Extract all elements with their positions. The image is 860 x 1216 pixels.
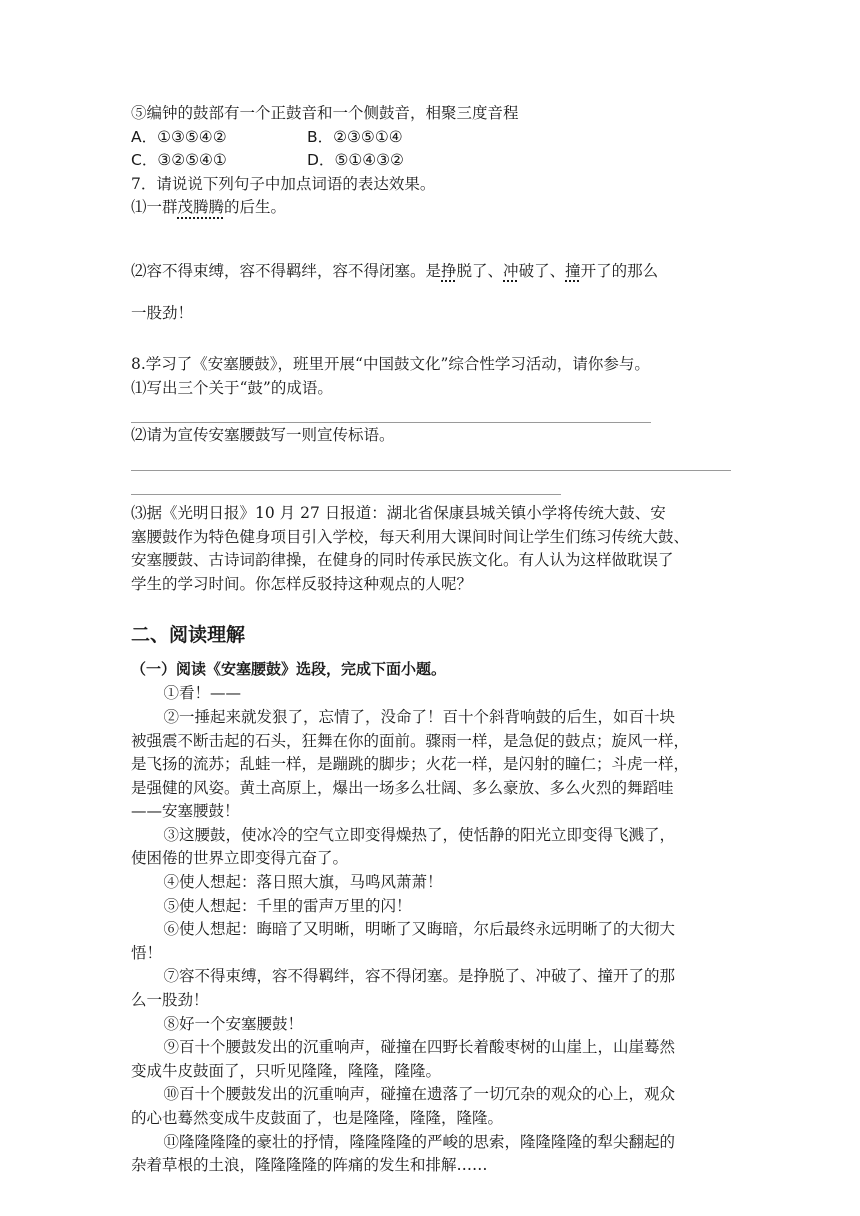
passage-line: 被强震不断击起的石头，狂舞在你的面前。骤雨一样，是急促的鼓点；旋风一样， xyxy=(131,731,690,750)
answer-space[interactable] xyxy=(131,325,731,353)
answer-line[interactable] xyxy=(131,400,651,423)
q7-sentence-1 xyxy=(131,196,731,220)
q8-p3-line: 安塞腰鼓、古诗词韵律操，在健身的同时传承民族文化。有人认为这样做耽误了 xyxy=(131,551,674,570)
q6-option-d[interactable] xyxy=(307,149,483,173)
passage-line: ②一捶起来就发狠了，忘情了，没命了！百十个斜背响鼓的后生，如百十块 xyxy=(163,707,676,726)
passage-line: 悟！ xyxy=(131,943,163,962)
section-heading: 二、阅读理解 xyxy=(131,624,246,647)
passage-line: ⑪隆隆隆隆的豪壮的抒情，隆隆隆隆的严峻的思索，隆隆隆隆的犁尖翻起的 xyxy=(163,1132,676,1151)
q8-part-3 xyxy=(131,502,731,596)
passage-line: ——安塞腰鼓！ xyxy=(131,802,240,821)
q8-p3-line: 学生的学习时间。你怎样反驳持这种观点的人呢？ xyxy=(131,574,473,593)
passage-line: ①看！—— xyxy=(163,684,242,703)
option-text: ②③⑤①④ xyxy=(333,127,403,146)
q7-s2-dot-1: 挣 xyxy=(441,261,457,280)
passage-line: ⑨百十个腰鼓发出的沉重响声，碰撞在四野长着酸枣树的山崖上，山崖蓦然 xyxy=(163,1038,676,1057)
q7-s2-c: 破了、 xyxy=(518,261,566,280)
subsection-heading: （一）阅读《安塞腰鼓》选段，完成下面小题。 xyxy=(131,660,447,679)
passage-line: ⑤使人想起：千里的雷声万里的闪！ xyxy=(163,896,412,915)
q7-s1-dotted-word: 茂腾腾 xyxy=(177,198,225,217)
q7-s1-post: 的后生。 xyxy=(224,198,287,217)
reading-passage xyxy=(131,682,731,1177)
answer-line[interactable] xyxy=(131,448,731,471)
passage-line: 使困倦的世界立即变得亢奋了。 xyxy=(131,849,349,868)
passage-line: ⑦容不得束缚，容不得羁绊，容不得闭塞。是挣脱了、冲破了、撞开了的那 xyxy=(163,967,676,986)
option-text: ①③⑤④② xyxy=(157,127,227,146)
document-page xyxy=(131,102,731,1178)
q7-s2-b: 脱了、 xyxy=(456,261,504,280)
answer-line[interactable] xyxy=(131,472,561,495)
option-label: B． xyxy=(307,127,334,146)
q7-s2-dot-3: 撞 xyxy=(565,261,581,280)
option-label: C． xyxy=(131,151,158,170)
q6-option-b[interactable] xyxy=(307,126,483,150)
passage-line: 是飞扬的流苏；乱蛙一样，是蹦跳的脚步；火花一样，是闪射的瞳仁；斗虎一样， xyxy=(131,755,690,774)
q7-s2-a: ⑵容不得束缚，容不得羁绊，容不得闭塞。是 xyxy=(131,261,442,280)
q6-item-5: ⑤编钟的鼓部有一个正鼓音和一个侧鼓音，相聚三度音程 xyxy=(131,104,519,122)
passage-line: ③这腰鼓，使冰冷的空气立即变得燥热了，使恬静的阳光立即变得飞溅了， xyxy=(163,825,676,844)
q8-p3-line: ⑶据《光明日报》10 月 27 日报道：湖北省保康县城关镇小学将传统大鼓、安 xyxy=(131,503,666,522)
passage-line: 是强健的风姿。黄土高原上，爆出一场多么壮阔、多么豪放、多么火烈的舞蹈哇 xyxy=(131,778,674,797)
passage-line: ⑩百十个腰鼓发出的沉重响声，碰撞在遗落了一切冗杂的观众的心上，观众 xyxy=(163,1085,676,1104)
q6-options-row-2 xyxy=(131,149,731,173)
q7-sentence-2 xyxy=(131,260,731,284)
q8-stem: 8.学习了《安塞腰鼓》，班里开展“中国鼓文化”综合性学习活动，请你参与。 xyxy=(131,355,650,374)
q8-part-2: ⑵请为宣传安塞腰鼓写一则宣传标语。 xyxy=(131,426,395,445)
passage-line: ⑧好一个安塞腰鼓！ xyxy=(163,1014,304,1033)
option-text: ③②⑤④① xyxy=(157,151,227,170)
q6-option-a[interactable] xyxy=(131,126,307,150)
option-label: D． xyxy=(307,151,335,170)
passage-line: 变成牛皮鼓面了，只听见隆隆，隆隆，隆隆。 xyxy=(131,1061,442,1080)
option-label: A． xyxy=(131,127,158,146)
q8-part-1: ⑴写出三个关于“鼓”的成语。 xyxy=(131,378,333,397)
q8-p3-line: 塞腰鼓作为特色健身项目引入学校，每天利用大课间时间让学生们练习传统大鼓、 xyxy=(131,527,690,546)
q7-s1-pre: ⑴一群 xyxy=(131,198,178,217)
q7-sentence-2-line-2: 一股劲！ xyxy=(131,303,194,322)
q7-s2-d: 开了的那么 xyxy=(580,261,659,280)
option-text: ⑤①④③② xyxy=(334,151,404,170)
q7-s2-dot-2: 冲 xyxy=(503,261,519,280)
answer-space[interactable] xyxy=(131,220,731,260)
passage-line: 么一股劲！ xyxy=(131,991,209,1010)
passage-line: ⑥使人想起：晦暗了又明晰，明晰了又晦暗，尔后最终永远明晰了的大彻大 xyxy=(163,920,676,939)
passage-line: 的心也蓦然变成牛皮鼓面了，也是隆隆，隆隆，隆隆。 xyxy=(131,1109,504,1127)
passage-line: ④使人想起：落日照大旗，马鸣风萧萧！ xyxy=(163,873,443,892)
q6-option-c[interactable] xyxy=(131,149,307,173)
q7-stem: 7．请说说下列句子中加点词语的表达效果。 xyxy=(131,174,436,193)
q6-options-row-1 xyxy=(131,126,731,150)
passage-line: 杂着草根的土浪，隆隆隆隆的阵痛的发生和排解…… xyxy=(131,1156,488,1175)
